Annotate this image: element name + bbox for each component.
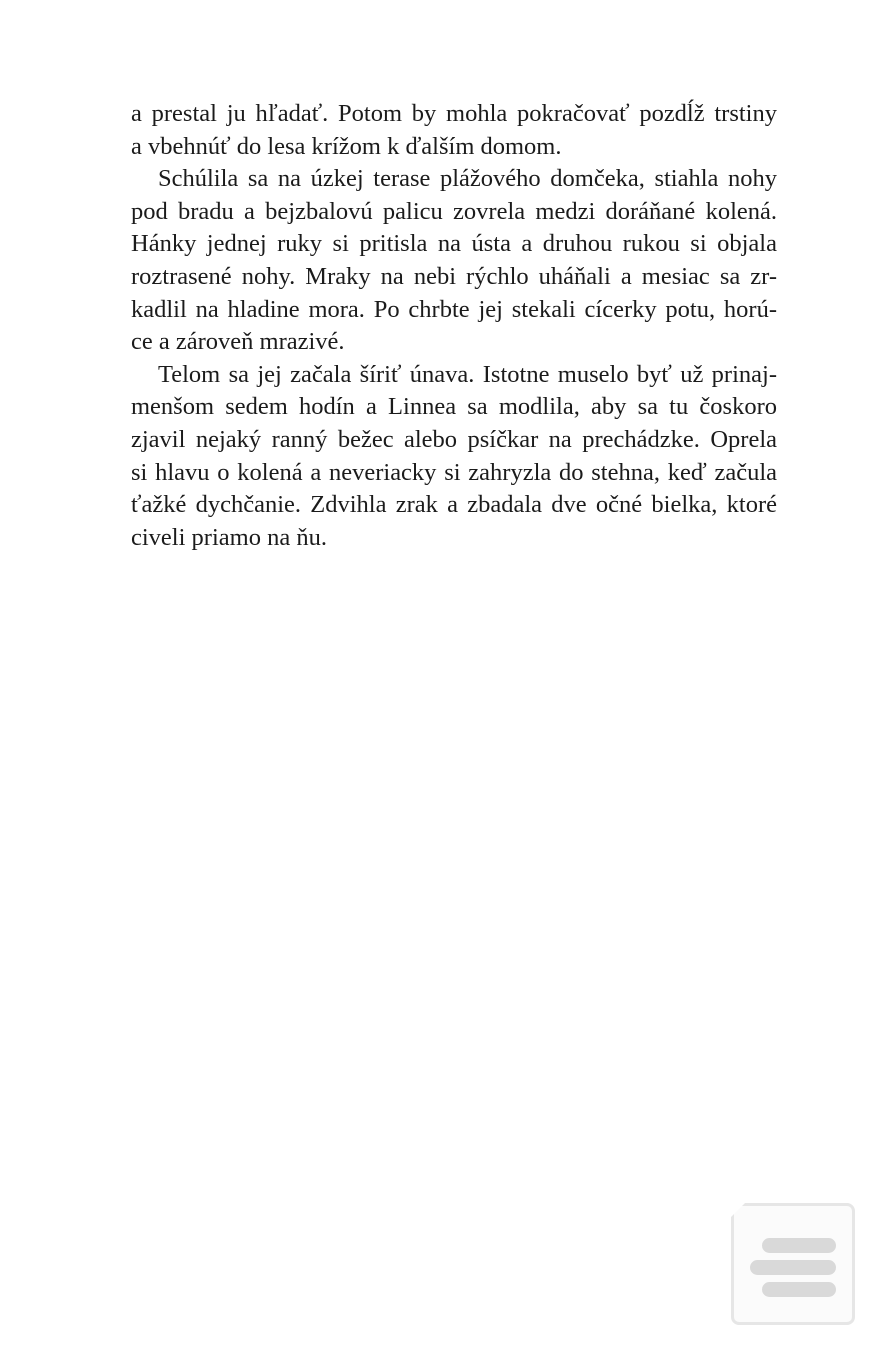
- text-line: menšom sedem hodín a Linnea sa modlila, aby sa tu čoskoro: [131, 393, 777, 421]
- text-line: zjavil nejaký ranný bežec alebo psíčkar na prechádzke. Oprela: [131, 425, 777, 453]
- text-line: roztrasené nohy. Mraky na nebi rýchlo uháňali a mesiac sa zr-: [131, 262, 777, 290]
- text-line: kadlil na hladine mora. Po chrbte jej stekali cícerky potu, horú-: [131, 295, 777, 323]
- book-bar: [750, 1260, 836, 1275]
- text-line: ce a zároveň mrazivé.: [131, 328, 345, 356]
- text-line: a vbehnúť do lesa krížom k ďalším domom.: [131, 132, 562, 160]
- paragraph-1: [131, 98, 777, 163]
- body-text: [131, 98, 777, 554]
- text-line: Hánky jednej ruky si pritisla na ústa a druhou rukou si objala: [131, 230, 777, 258]
- books-stack-icon: [731, 1203, 855, 1325]
- book-bar: [762, 1238, 836, 1253]
- watermark-fold: [731, 1203, 745, 1217]
- text-line: civeli priamo na ňu.: [131, 523, 327, 551]
- text-line: pod bradu a bejzbalovú palicu zovrela medzi doráňané kolená.: [131, 197, 777, 225]
- paragraph-2: [131, 163, 777, 359]
- text-line: Telom sa jej začala šíriť únava. Istotne muselo byť už prinaj-: [158, 360, 777, 388]
- text-line: Schúlila sa na úzkej terase plážového domčeka, stiahla nohy: [158, 165, 777, 193]
- paragraph-3: [131, 359, 777, 555]
- text-line: a prestal ju hľadať. Potom by mohla pokračovať pozdĺž trstiny: [131, 100, 777, 127]
- book-bar: [762, 1282, 836, 1297]
- text-line: ťažké dychčanie. Zdvihla zrak a zbadala dve očné bielka, ktoré: [131, 491, 777, 519]
- text-line: si hlavu o kolená a neveriacky si zahryzla do stehna, keď začula: [131, 458, 777, 486]
